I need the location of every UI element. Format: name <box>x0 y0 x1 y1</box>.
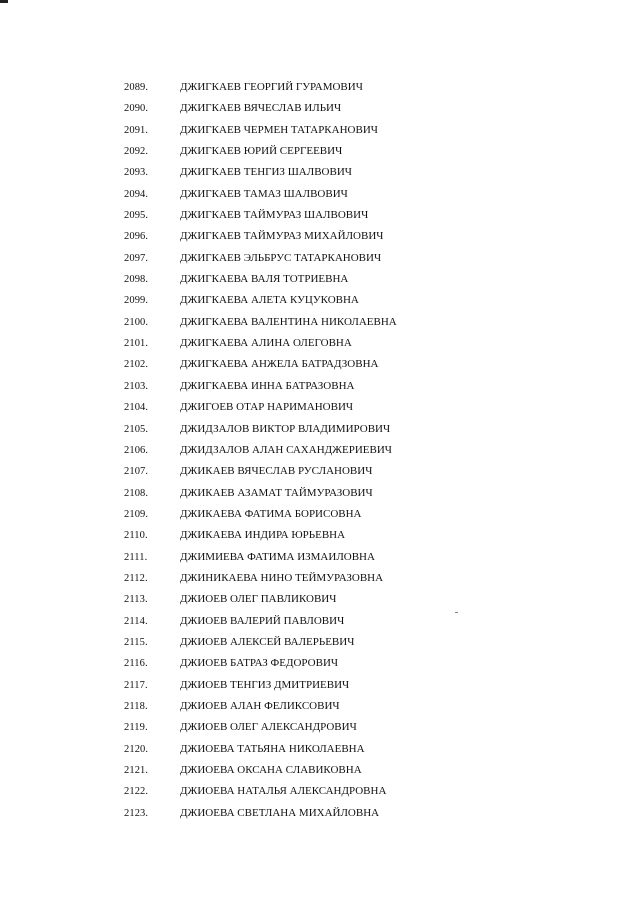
list-item <box>0 144 640 165</box>
entry-number: 2105. <box>124 423 149 435</box>
entry-name: ДЖИОЕВ ОЛЕГ АЛЕКСАНДРОВИЧ <box>180 721 357 734</box>
entry-number: 2120. <box>124 743 149 755</box>
entry-name: ДЖИГКАЕВА ВАЛЕНТИНА НИКОЛАЕВНА <box>180 315 397 328</box>
entry-number: 2117. <box>124 679 148 691</box>
list-item <box>0 422 640 443</box>
entry-number: 2113. <box>124 594 148 606</box>
entry-name: ДЖИГКАЕВ ВЯЧЕСЛАВ ИЛЬИЧ <box>180 102 342 115</box>
entry-name: ДЖИГКАЕВА АЛИНА ОЛЕГОВНА <box>180 337 352 350</box>
entry-number: 2089. <box>124 82 149 93</box>
entry-name: ДЖИОЕВА НАТАЛЬЯ АЛЕКСАНДРОВНА <box>180 785 387 798</box>
entry-number: 2100. <box>124 316 149 328</box>
entry-number: 2094. <box>124 188 149 200</box>
list-item <box>0 379 640 400</box>
entry-name: ДЖИОЕВ ОЛЕГ ПАВЛИКОВИЧ <box>180 593 337 606</box>
list-item <box>0 806 640 827</box>
entry-name: ДЖИГКАЕВ ТАЙМУРАЗ МИХАЙЛОВИЧ <box>180 230 384 243</box>
list-item <box>0 80 640 101</box>
entry-number: 2107. <box>124 466 149 478</box>
list-item <box>0 592 640 613</box>
list-item <box>0 507 640 528</box>
entry-number: 2104. <box>124 402 149 414</box>
entry-number: 2095. <box>124 210 149 222</box>
entry-number: 2123. <box>124 807 149 819</box>
entry-name: ДЖИГОЕВ ОТАР НАРИМАНОВИЧ <box>180 401 354 414</box>
entry-number: 2122. <box>124 786 149 798</box>
entry-name: ДЖИМИЕВА ФАТИМА ИЗМАИЛОВНА <box>180 550 375 563</box>
entry-name: ДЖИДЗАЛОВ АЛАН САХАНДЖЕРИЕВИЧ <box>180 443 392 456</box>
list-item <box>0 571 640 592</box>
entry-name: ДЖИДЗАЛОВ ВИКТОР ВЛАДИМИРОВИЧ <box>180 422 391 435</box>
list-item <box>0 678 640 699</box>
entry-name: ДЖИГКАЕВА АНЖЕЛА БАТРАДЗОВНА <box>180 358 379 371</box>
entry-number: 2099. <box>124 295 149 307</box>
list-item <box>0 400 640 421</box>
entry-name: ДЖИОЕВ АЛЕКСЕЙ ВАЛЕРЬЕВИЧ <box>180 635 355 648</box>
list-item <box>0 635 640 656</box>
list-item <box>0 315 640 336</box>
list-item <box>0 656 640 677</box>
entry-name: ДЖИГКАЕВА ВАЛЯ ТОТРИЕВНА <box>180 273 349 286</box>
list-item <box>0 165 640 186</box>
entry-number: 2114. <box>124 615 148 627</box>
list-item <box>0 123 640 144</box>
entry-number: 2093. <box>124 167 149 179</box>
entry-name: ДЖИГКАЕВ ТАЙМУРАЗ ШАЛВОВИЧ <box>180 209 369 222</box>
list-item <box>0 763 640 784</box>
list-item <box>0 293 640 314</box>
list-item <box>0 720 640 741</box>
list-item <box>0 443 640 464</box>
entry-name: ДЖИКАЕВ ВЯЧЕСЛАВ РУСЛАНОВИЧ <box>180 465 373 478</box>
entry-number: 2102. <box>124 359 149 371</box>
entry-number: 2096. <box>124 231 149 243</box>
entry-number: 2112. <box>124 572 148 584</box>
entry-name: ДЖИОЕВА СВЕТЛАНА МИХАЙЛОВНА <box>180 806 380 819</box>
list-item <box>0 528 640 549</box>
entry-name: ДЖИОЕВА ТАТЬЯНА НИКОЛАЕВНА <box>180 742 365 755</box>
entry-name: ДЖИГКАЕВА ИННА БАТРАЗОВНА <box>180 379 355 392</box>
entry-name: ДЖИГКАЕВ ТЕНГИЗ ШАЛВОВИЧ <box>180 166 352 179</box>
entry-number: 2110. <box>124 530 148 542</box>
entry-name: ДЖИГКАЕВ ТАМАЗ ШАЛВОВИЧ <box>180 187 348 200</box>
entry-number: 2119. <box>124 722 148 734</box>
list-item <box>0 486 640 507</box>
entry-number: 2116. <box>124 658 148 670</box>
entry-name: ДЖИНИКАЕВА НИНО ТЕЙМУРАЗОВНА <box>180 571 384 584</box>
entry-name: ДЖИКАЕВА ФАТИМА БОРИСОВНА <box>180 507 362 520</box>
list-item <box>0 550 640 571</box>
entry-name: ДЖИОЕВ ВАЛЕРИЙ ПАВЛОВИЧ <box>180 614 345 627</box>
entry-number: 2091. <box>124 124 149 136</box>
list-item <box>0 208 640 229</box>
entry-number: 2101. <box>124 338 149 350</box>
entry-name: ДЖИГКАЕВ ЭЛЬБРУС ТАТАРКАНОВИЧ <box>180 251 382 264</box>
entry-number: 2115. <box>124 636 148 648</box>
entry-name: ДЖИГКАЕВ ГЕОРГИЙ ГУРАМОВИЧ <box>180 81 363 93</box>
list-item <box>0 742 640 763</box>
entry-number: 2106. <box>124 444 149 456</box>
entry-name: ДЖИОЕВА ОКСАНА СЛАВИКОВНА <box>180 764 362 776</box>
list-item <box>0 229 640 250</box>
list-item <box>0 357 640 378</box>
entry-number: 2098. <box>124 274 149 286</box>
list-item <box>0 784 640 805</box>
list-item <box>0 101 640 122</box>
entry-number: 2111. <box>124 551 148 563</box>
entry-name: ДЖИОЕВ БАТРАЗ ФЕДОРОВИЧ <box>180 657 339 670</box>
entry-name: ДЖИГКАЕВА АЛЕТА КУЦУКОВНА <box>180 294 359 307</box>
entry-number: 2103. <box>124 380 149 392</box>
list-item <box>0 464 640 485</box>
entry-number: 2097. <box>124 252 149 264</box>
entry-number: 2118. <box>124 700 148 712</box>
list-item <box>0 251 640 272</box>
entry-number: 2109. <box>124 508 149 520</box>
entry-number: 2092. <box>124 146 149 158</box>
entry-number: 2121. <box>124 765 149 776</box>
list-item <box>0 187 640 208</box>
list-item <box>0 614 640 635</box>
list-item <box>0 699 640 720</box>
entry-name: ДЖИОЕВ ТЕНГИЗ ДМИТРИЕВИЧ <box>180 678 350 691</box>
entry-name: ДЖИГКАЕВ ЧЕРМЕН ТАТАРКАНОВИЧ <box>180 123 378 136</box>
entry-number: 2090. <box>124 103 149 115</box>
name-list <box>0 80 640 827</box>
list-item <box>0 272 640 293</box>
entry-name: ДЖИОЕВ АЛАН ФЕЛИКСОВИЧ <box>180 699 340 712</box>
entry-name: ДЖИКАЕВА ИНДИРА ЮРЬЕВНА <box>180 529 346 542</box>
entry-name: ДЖИКАЕВ АЗАМАТ ТАЙМУРАЗОВИЧ <box>180 486 373 499</box>
entry-name: ДЖИГКАЕВ ЮРИЙ СЕРГЕЕВИЧ <box>180 145 343 158</box>
list-item <box>0 336 640 357</box>
scan-corner-mark <box>0 0 8 3</box>
entry-number: 2108. <box>124 487 149 499</box>
